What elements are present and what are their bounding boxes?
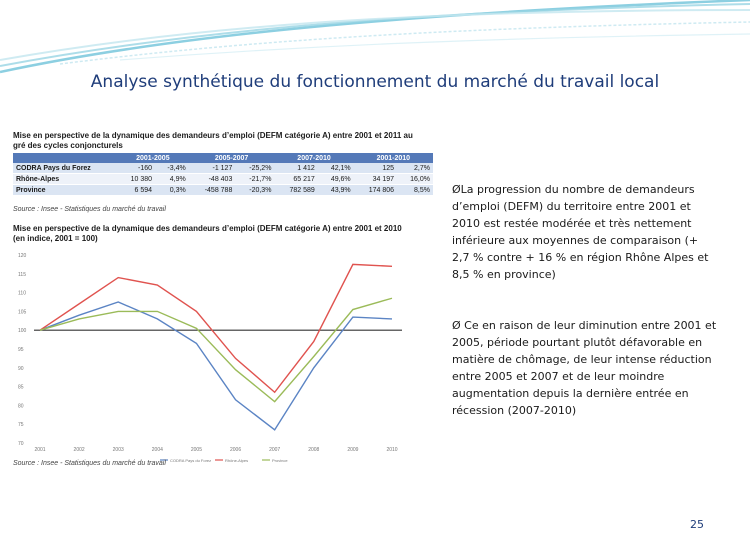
table-row [13,185,433,196]
y-tick-label: 110 [18,290,26,297]
chart-source: Source : Insee - Statistiques du marché du travail [13,460,166,467]
table-header-row [13,153,433,163]
x-tick-label: 2002 [73,447,85,453]
table-cell: -48 403 [189,174,236,185]
series-line [40,264,392,392]
table-cell: 0,3% [155,185,189,196]
wave-decoration [0,0,750,80]
y-tick-label: 95 [18,347,24,353]
table-cell: -160 [117,163,155,174]
table-cell: 8,5% [397,185,433,196]
bullet-text: La progression du nombre de demandeurs d’emploi (DEFM) du territoire entre 2001 et 2010 est restée modérée et très nettement inférieure aux moyennes de comparaison (+ 2,7 % contre + 16 % en région Rhône Alpes et 8,5 % en province) [452,183,709,281]
bullet-text: Ce en raison de leur diminution entre 2001 et 2005, période pourtant plutôt défavorable en matière de chômage, de leur intense réduction entre 2005 et 2007 et de leur moindre augmentation depuis la dernière entrée en récession (2007-2010) [452,319,717,417]
x-tick-label: 2007 [269,447,281,453]
x-tick-label: 2006 [229,447,242,453]
x-tick-label: 2010 [386,447,398,453]
line-chart [10,243,436,463]
y-tick-label: 75 [18,422,24,429]
table-cell: 49,6% [318,174,354,185]
page-number: 25 [690,518,704,531]
x-tick-label: 2009 [347,447,359,453]
table-row [13,174,433,185]
table-source: Source : Insee - Statistiques du marché du travail [13,206,166,213]
x-tick-label: 2001 [34,447,46,453]
y-tick-label: 70 [18,441,24,447]
table-caption: Mise en perspective de la dynamique des demandeurs d’emploi (DEFM catégorie A) entre 2001 et 2011 au gré des cycles conjoncturels [13,131,413,150]
table-cell: 43,9% [318,185,354,196]
table-cell: 34 197 [354,174,397,185]
table-cell: -458 788 [189,185,236,196]
table-header-cell: 2001-2010 [354,153,433,163]
table-header-cell: 2005-2007 [189,153,275,163]
legend-label: CODRA Pays du Forez [170,458,212,463]
table-cell: 2,7% [397,163,433,174]
table-cell: 782 589 [274,185,317,196]
bullet-1 [452,181,717,283]
x-tick-label: 2008 [308,447,320,453]
table-cell: 1 412 [274,163,317,174]
table-header-cell [13,153,117,163]
y-tick-label: 100 [18,328,27,335]
table-cell: -25,2% [235,163,274,174]
table-row-label: CODRA Pays du Forez [13,163,117,174]
table-row [13,163,433,174]
legend-label: Rhône-Alpes [225,458,249,463]
table-cell: -20,3% [235,185,274,196]
table-cell: 16,0% [397,174,433,185]
table-row-label: Rhône-Alpes [13,174,117,185]
series-line [40,298,392,401]
legend-label: Province [272,458,288,463]
table-cell: -3,4% [155,163,189,174]
table-cell: 42,1% [318,163,354,174]
cycles-table [13,153,433,196]
table-cell: 10 380 [117,174,155,185]
chart-caption: Mise en perspective de la dynamique des demandeurs d’emploi (DEFM catégorie A) entre 2001 et 2010 (en indice, 2001 = 100) [13,224,402,243]
arrow-bullet-icon: Ø [452,183,461,196]
figure-image [10,128,436,470]
series-line [40,302,392,430]
y-tick-label: 115 [18,271,26,278]
table-cell: 125 [354,163,397,174]
table-cell: 4,9% [155,174,189,185]
arrow-bullet-icon: Ø [452,319,465,332]
table-header-cell: 2007-2010 [274,153,353,163]
y-tick-label: 120 [18,253,27,259]
table-header-cell: 2001-2005 [117,153,189,163]
table-cell: -1 127 [189,163,236,174]
bullet-2 [452,317,717,419]
x-tick-label: 2005 [190,447,203,453]
table-cell: 65 217 [274,174,317,185]
y-tick-label: 80 [18,403,24,410]
table-cell: -21,7% [235,174,274,185]
x-tick-label: 2003 [112,447,124,453]
y-tick-label: 85 [18,384,24,391]
slide-title: Analyse synthétique du fonctionnement du marché du travail local [90,72,660,92]
table-cell: 174 806 [354,185,397,196]
x-tick-label: 2004 [151,447,163,453]
table-cell: 6 594 [117,185,155,196]
y-tick-label: 90 [18,365,24,372]
table-row-label: Province [13,185,117,196]
y-tick-label: 105 [18,309,27,316]
